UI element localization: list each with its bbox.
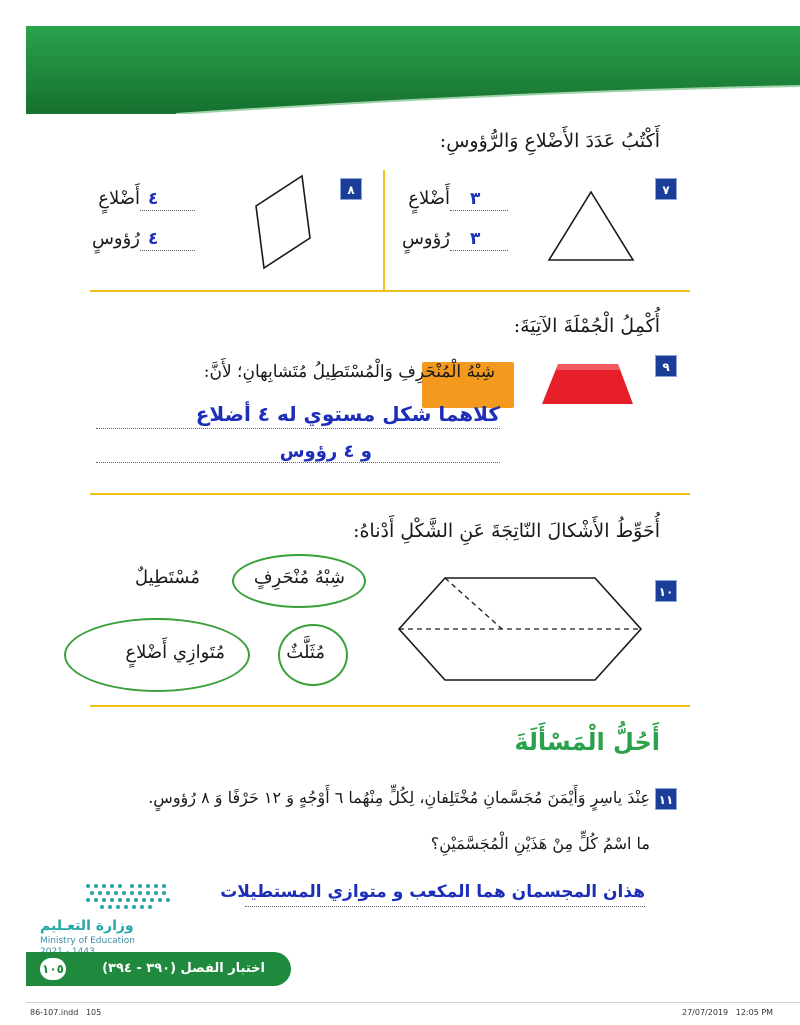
- ministry-logo-dots-icon: [82, 880, 174, 914]
- file-info: 86-107.indd 105: [30, 1008, 102, 1017]
- q9-answer-line-1: كلاهما شكل مستوي له ٤ أضلاع: [195, 402, 500, 426]
- q7-vertices-line: [450, 250, 508, 251]
- hexagon-figure: [395, 574, 645, 684]
- q8-vertices-line: [140, 250, 195, 251]
- date-info: 27/07/2019 12:05 PM: [682, 1008, 774, 1017]
- problem-heading: أَحُلُّ الْمَسْأَلَةَ: [514, 728, 660, 756]
- q8-vertices-answer: ٤: [148, 229, 159, 249]
- problem-text-line-2: ما اسْمُ كُلٍّ مِنْ هَذَيْنِ الْمُجَسَّمَيْنِ؟: [430, 834, 650, 853]
- print-mark-line: [26, 1002, 800, 1003]
- trapezoid-figure: [540, 362, 635, 406]
- parallelogram-figure: [252, 172, 314, 272]
- question-number-7: ٧: [655, 178, 677, 200]
- q8-sides-line: [140, 210, 195, 211]
- column-divider: [383, 170, 385, 290]
- ministry-name-ar: وزارة التعـليم: [40, 918, 134, 934]
- q7-vertices-answer: ٣: [470, 229, 481, 249]
- q7-sides-label: أَضْلاعٍ: [408, 188, 450, 209]
- question-number-11: ١١: [655, 788, 677, 810]
- section-divider-3: [90, 705, 690, 707]
- q9-answer-line-2-dots: [96, 462, 500, 463]
- question-number-8: ٨: [340, 178, 362, 200]
- section-divider-1: [90, 290, 690, 292]
- question-number-9: ٩: [655, 355, 677, 377]
- instruction-complete-sentence: أُكْمِلُ الْجُمْلَةَ الآتِيَةَ:: [513, 315, 660, 337]
- problem-answer: هذان المجسمان هما المكعب و متوازي المستطيلات: [220, 882, 645, 902]
- q8-vertices-label: رُؤوسٍ: [91, 228, 140, 249]
- question-number-10: ١٠: [655, 580, 677, 602]
- q8-sides-label: أَضْلاعٍ: [98, 188, 140, 209]
- page-number: ١٠٥: [40, 958, 66, 980]
- option-rectangle[interactable]: مُسْتَطِيلٌ: [135, 567, 200, 588]
- section-divider-2: [90, 493, 690, 495]
- q8-sides-answer: ٤: [148, 189, 159, 209]
- q7-sides-answer: ٣: [470, 189, 481, 209]
- problem-answer-dots: [245, 906, 645, 907]
- q9-answer-line-2: و ٤ رؤوس: [279, 441, 372, 462]
- option-trapezoid[interactable]: شِبْهُ مُنْحَرِفٍ: [253, 567, 345, 588]
- q9-sentence: شِبْهُ الْمُنْحَرِفِ وَالْمُسْتَطِيلُ مُتَشابِهانِ؛ لأَنَّ:: [203, 362, 495, 382]
- instruction-circle-shapes: أُحَوِّطُ الأَشْكالَ النّاتِجَةَ عَنِ الشَّكْلِ أَدْناهُ:: [353, 520, 660, 542]
- q9-answer-line-1-dots: [96, 428, 500, 429]
- header-band: [26, 26, 800, 114]
- q7-vertices-label: رُؤوسٍ: [401, 228, 450, 249]
- option-parallelogram[interactable]: مُتَوازِي أَضْلاعٍ: [125, 642, 225, 663]
- option-triangle[interactable]: مُثَلَّثٌ: [286, 642, 325, 663]
- ministry-name-en: Ministry of Education: [40, 936, 135, 946]
- footer-title: اختبار الفصل (٣٩٠ - ٣٩٤): [102, 961, 265, 976]
- triangle-figure: [545, 188, 637, 264]
- instruction-count-sides: أَكْتُبُ عَدَدَ الأَضْلاعِ وَالرُّؤوسِ:: [439, 130, 660, 152]
- q7-sides-line: [450, 210, 508, 211]
- problem-text-line-1: عِنْدَ ياسِرٍ وَأَيْمَنَ مُجَسَّمانِ مُخْتَلِفانِ، لِكُلٍّ مِنْهُما ٦ أَوْجُهٍ وَ ١٢ حَرْفًا وَ ٨ رُؤوسٍ.: [148, 788, 650, 807]
